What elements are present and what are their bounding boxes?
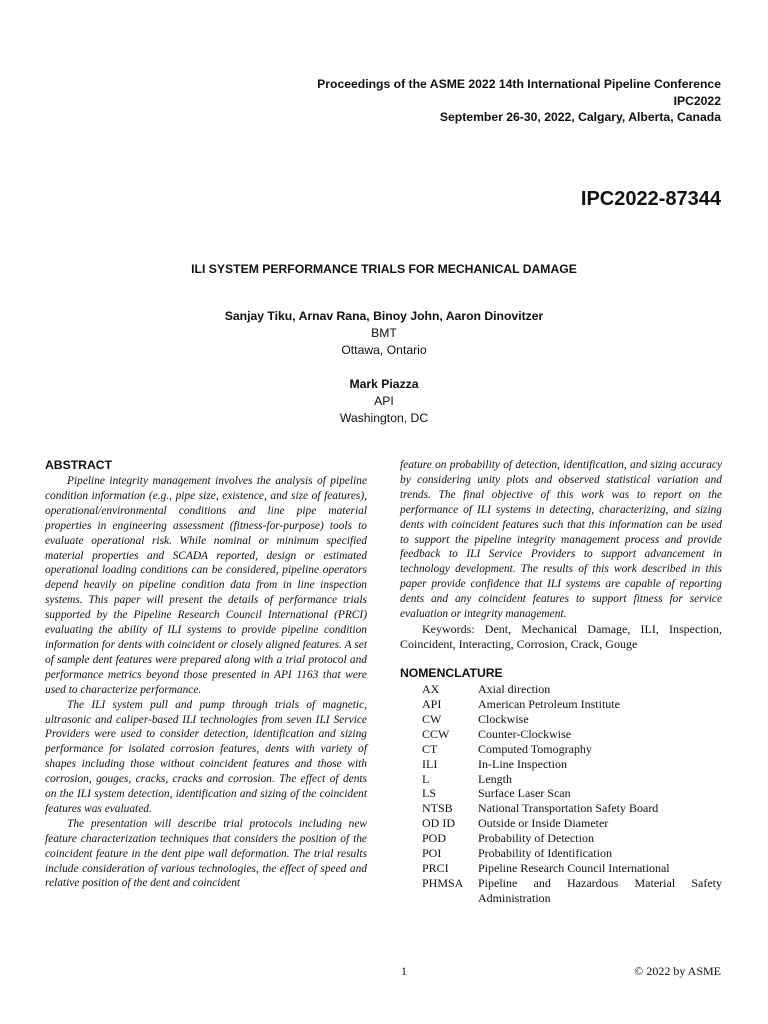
- author-names: Sanjay Tiku, Arnav Rana, Binoy John, Aaron Dinovitzer: [224, 309, 544, 323]
- abstract-paragraph: Pipeline integrity management involves the analysis of pipeline condition information (e.g., pipe size, existence, and size of features), operational/environmental conditions and line pipe material properties in engineering assessment (fitness-for-purpose) tools to evaluate operational risk. While nominal or minimum specified material properties and SCADA reported, design or estimated operational loading conditions can be considered, pipeline operators depend heavily on pipeline condition data from in line inspection systems. This paper will present the details of performance trials supported by the Pipeline Research Council International (PRCI) evaluating the ability of ILI systems to provide pipeline condition information for dents with coincident or closely aligned features. A set of sample dent features were prepared along with a trial protocol and performance metrics beyond those presented in API 1163 that were used to characterize performance.: [45, 475, 367, 696]
- nomenclature-row: [400, 682, 722, 697]
- author-block: [0, 376, 768, 427]
- nomenclature-heading: NOMENCLATURE: [400, 665, 503, 680]
- proceedings-line: September 26-30, 2022, Calgary, Alberta, Canada: [439, 110, 721, 124]
- nomenclature-definition: Computed Tomography: [478, 741, 592, 756]
- nomenclature-row: [400, 801, 722, 816]
- nomenclature-row: [400, 831, 722, 846]
- abstract-paragraph: The presentation will describe trial protocols including new feature characterization techniques that considers the position of the coincident feature in the dent pipe wall deformation. The trial results include consideration of various technologies, the effect of speed and relative position of the dent and coincident: [45, 817, 367, 890]
- right-column: [400, 458, 722, 906]
- author-location: Washington, DC: [339, 411, 429, 425]
- nomenclature-abbreviation: PHMSA: [422, 876, 464, 891]
- nomenclature-table: [400, 682, 722, 906]
- nomenclature-abbreviation: OD ID: [422, 816, 455, 831]
- nomenclature-row: [400, 846, 722, 861]
- author-location: Ottawa, Ontario: [341, 343, 427, 357]
- nomenclature-row: [400, 786, 722, 801]
- paper-id: IPC2022-87344: [580, 188, 721, 210]
- nomenclature-abbreviation: CW: [422, 711, 442, 726]
- proceedings-line: Proceedings of the ASME 2022 14th International Pipeline Conference: [317, 77, 721, 91]
- nomenclature-row: [400, 876, 722, 906]
- nomenclature-row: [400, 757, 722, 772]
- nomenclature-abbreviation: L: [422, 771, 430, 786]
- nomenclature-definition: Surface Laser Scan: [478, 786, 571, 801]
- nomenclature-definition: National Transportation Safety Board: [478, 801, 659, 816]
- keywords: Keywords: Dent, Mechanical Damage, ILI, Inspection, Coincident, Interacting, Corrosion, Crack, Gouge: [400, 621, 722, 651]
- nomenclature-definition: Clockwise: [478, 711, 529, 726]
- nomenclature-abbreviation: PRCI: [422, 861, 449, 876]
- left-column: [45, 458, 367, 891]
- nomenclature-row: [400, 772, 722, 787]
- nomenclature-abbreviation: CCW: [422, 726, 450, 741]
- nomenclature-row: [400, 742, 722, 757]
- nomenclature-definition: Pipeline and Hazardous Material Safety Administration: [478, 876, 722, 906]
- nomenclature-definition: Pipeline Research Council International: [478, 861, 670, 876]
- nomenclature-definition: Outside or Inside Diameter: [478, 816, 609, 831]
- nomenclature-row: [400, 697, 722, 712]
- nomenclature-definition: Counter-Clockwise: [478, 726, 572, 741]
- nomenclature-abbreviation: POI: [422, 846, 442, 861]
- author-organization: API: [374, 394, 394, 408]
- proceedings-header: [317, 76, 721, 126]
- nomenclature-abbreviation: AX: [422, 681, 440, 696]
- nomenclature-abbreviation: NTSB: [422, 801, 453, 816]
- nomenclature-definition: Probability of Identification: [478, 846, 612, 861]
- page-number: 1: [401, 964, 407, 978]
- nomenclature-row: [400, 861, 722, 876]
- nomenclature-abbreviation: LS: [422, 786, 437, 801]
- author-names: Mark Piazza: [349, 377, 419, 391]
- nomenclature-row: [400, 712, 722, 727]
- abstract-paragraph: The ILI system pull and pump through trials of magnetic, ultrasonic and caliper-based ILI technologies from seven ILI Service Providers were used to consider detection, identification and sizing performance for isolated corrosion features, dents with variety of shapes including those without coincident features and those with corrosion, gouges, cracks, cracks and corrosion. The effect of dents on the ILI system detection, identification and sizing of the coincident features was evaluated.: [45, 698, 367, 815]
- nomenclature-definition: American Petroleum Institute: [478, 696, 620, 711]
- paper-title: ILI SYSTEM PERFORMANCE TRIALS FOR MECHANICAL DAMAGE: [191, 262, 577, 276]
- nomenclature-abbreviation: ILI: [422, 756, 438, 771]
- nomenclature-row: [400, 816, 722, 831]
- author-block: [0, 308, 768, 359]
- copyright-notice: © 2022 by ASME: [634, 964, 721, 978]
- nomenclature-definition: Probability of Detection: [478, 831, 594, 846]
- author-organization: BMT: [371, 326, 397, 340]
- proceedings-line: IPC2022: [673, 93, 721, 108]
- nomenclature-definition: In-Line Inspection: [478, 756, 567, 771]
- nomenclature-abbreviation: POD: [422, 831, 447, 846]
- nomenclature-abbreviation: API: [422, 696, 442, 711]
- nomenclature-abbreviation: CT: [422, 741, 438, 756]
- nomenclature-row: [400, 727, 722, 742]
- nomenclature-definition: Axial direction: [478, 681, 551, 696]
- nomenclature-definition: Length: [478, 771, 512, 786]
- abstract-paragraph-continued: feature on probability of detection, identification, and sizing accuracy by considering unity plots and observed statistical variation and trends. The final objective of this work was to report on the performance of ILI systems in detecting, characterizing, and sizing dents with coincident features such that this information can be used to support the pipeline integrity management process and provide feedback to ILI Service Providers to support advancement in technology development. The results of this work described in this paper provide confidence that ILI systems are capable of reporting dents and any coincident features to support fitness for service evaluation or integrity management.: [400, 459, 722, 621]
- abstract-heading: ABSTRACT: [45, 458, 113, 472]
